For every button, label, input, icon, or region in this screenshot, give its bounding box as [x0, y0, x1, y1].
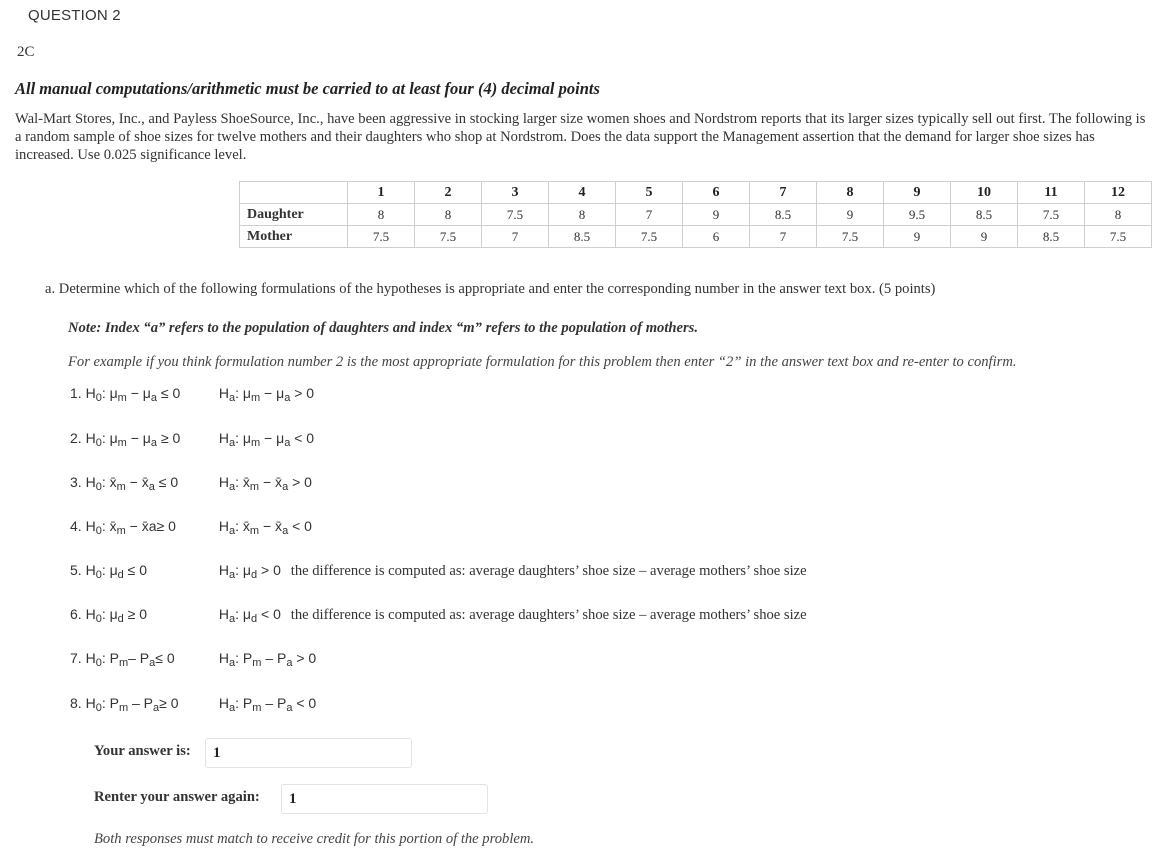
h0-mid: − μ — [126, 385, 151, 401]
h0-stat: μ — [109, 562, 118, 578]
ha-relation: < 0 — [292, 695, 317, 711]
table-cell: 8.5 — [549, 226, 616, 248]
example-note: For example if you think formulation number 2 is the most appropriate formulation for this problem then enter “2” in the answer text box and re-enter to confirm. — [68, 354, 1017, 370]
h0-mid: − x̄a — [125, 518, 157, 534]
h0-stat: P — [109, 650, 119, 666]
hypothesis-option-2: 2. $H_0$: $\mu_m - \mu_a \ge 0$ $H_a$: $\mu_m - \mu_a < 0$ — [70, 430, 315, 449]
option-number: 3. — [70, 474, 82, 490]
column-header: 1 — [348, 182, 415, 204]
table-cell: 6 — [683, 226, 750, 248]
column-header: 12 — [1085, 182, 1152, 204]
h0-relation: ≥ 0 — [159, 695, 179, 711]
column-header: 10 — [951, 182, 1018, 204]
h0-relation: ≤ 0 — [155, 650, 175, 666]
ha-sub: d — [251, 569, 258, 581]
option-number: 5. — [70, 562, 82, 578]
h0-mid: – P — [128, 695, 154, 711]
hypothesis-option-8: 8. $H_0$: $P_m - P_a\ge 0$ $H_a$: $P_m - P_a < 0$ — [70, 695, 317, 714]
ha-sub: m — [252, 657, 262, 669]
h0-sub: a — [150, 392, 157, 404]
table-cell: 7.5 — [1018, 204, 1085, 226]
h0-stat: x̄ — [109, 474, 117, 490]
ha-sub: m — [249, 525, 260, 537]
h0-relation: ≥ 0 — [157, 430, 181, 446]
column-header: 8 — [817, 182, 884, 204]
ha-relation: > 0 — [292, 650, 317, 666]
ha-mid: – P — [261, 695, 287, 711]
ha-sub: a — [284, 392, 291, 404]
option-number: 7. — [70, 650, 82, 666]
h0-sub: d — [117, 613, 124, 625]
ha-mid: – P — [261, 650, 287, 666]
table-cell: 9 — [683, 204, 750, 226]
h0-sub: m — [117, 392, 127, 404]
hypothesis-option-6: 6. $H_0$: $\mu_d \ge 0$ $H_a$: $\mu_d < 0$ the difference is computed as: average daughters’ shoe size – average mothers’ shoe size — [70, 606, 807, 625]
hypothesis-option-3: 3. $H_0$: $x̄_m$ − $x̄_a \le 0$ $H_a$: $x̄_m$ − $x̄_a > 0$ — [70, 474, 312, 493]
table-header-row — [240, 182, 1152, 204]
option-number: 8. — [70, 695, 82, 711]
table-cell: 9.5 — [884, 204, 951, 226]
ha-relation: > 0 — [290, 385, 315, 401]
table-cell: 7.5 — [1085, 226, 1152, 248]
ha-sub: a — [282, 525, 289, 537]
ha-sub: m — [251, 392, 261, 404]
ha-stat: μ — [242, 606, 251, 622]
table-cell: 7 — [750, 226, 817, 248]
column-header: 9 — [884, 182, 951, 204]
hypothesis-option-4: 4. $H_0$: $x̄_m$ − x̄a≥ 0 $H_a$: $x̄_m$ − $x̄_a < 0$ — [70, 518, 312, 537]
h0-relation: ≤ 0 — [123, 562, 148, 578]
table-cell: 7.5 — [415, 226, 482, 248]
column-header: 2 — [415, 182, 482, 204]
table-cell: 8 — [348, 204, 415, 226]
ha-sub: d — [251, 613, 258, 625]
table-cell: 7 — [616, 204, 683, 226]
h0-sub: a — [148, 481, 155, 493]
column-header: 6 — [683, 182, 750, 204]
hypothesis-option-1: 1. $H_0$: $\mu_m - \mu_a \le 0$ $H_a$: $\mu_m - \mu_a > 0$ — [70, 385, 315, 404]
part-a-prompt: a. Determine which of the following formulations of the hypotheses is appropriate and enter the corresponding number in the answer text box. (5 points) — [45, 281, 936, 297]
table-cell: 8.5 — [1018, 226, 1085, 248]
h0-sub: m — [118, 657, 129, 669]
match-requirement-note: Both responses must match to receive credit for this portion of the problem. — [94, 831, 535, 847]
index-note: Note: Index “a” refers to the population of daughters and index “m” refers to the population of mothers. — [68, 320, 699, 336]
option-number: 4. — [70, 518, 82, 534]
column-header: 5 — [616, 182, 683, 204]
ha-stat: μ — [242, 562, 251, 578]
ha-sub: m — [249, 481, 260, 493]
ha-sub: m — [251, 437, 261, 449]
column-header: 7 — [750, 182, 817, 204]
table-cell: 8 — [415, 204, 482, 226]
h0-relation: ≥ 0 — [123, 606, 148, 622]
h0-sub: m — [116, 481, 126, 493]
table-corner-cell — [240, 182, 348, 204]
answer-input[interactable]: 1 — [205, 738, 412, 768]
h0-sub: m — [118, 702, 129, 714]
ha-stat: μ — [242, 430, 251, 446]
ha-relation: < 0 — [257, 606, 281, 622]
ha-sub: m — [252, 702, 262, 714]
ha-mid: − x̄ — [259, 518, 283, 534]
ha-stat: P — [242, 695, 253, 711]
shoe-size-table — [239, 181, 1152, 248]
instruction-text: All manual computations/arithmetic must be carried to at least four (4) decimal points — [15, 79, 600, 98]
ha-sub: a — [286, 657, 293, 669]
difference-description: the difference is computed as: average daughters’ shoe size – average mothers’ shoe size — [290, 563, 807, 579]
ha-sub: a — [286, 702, 293, 714]
ha-mid: − x̄ — [259, 474, 283, 490]
reenter-label: Renter your answer again: — [94, 789, 260, 805]
table-cell: 7.5 — [616, 226, 683, 248]
table-cell: 9 — [884, 226, 951, 248]
ha-relation: < 0 — [290, 430, 315, 446]
option-number: 6. — [70, 606, 82, 622]
h0-stat: x̄ — [109, 518, 117, 534]
h0-relation: ≤ 0 — [157, 385, 181, 401]
table-cell: 7.5 — [348, 226, 415, 248]
column-header: 3 — [482, 182, 549, 204]
question-title: QUESTION 2 — [28, 7, 121, 24]
table-cell: 7.5 — [482, 204, 549, 226]
h0-sub: a — [150, 437, 157, 449]
difference-description: the difference is computed as: average daughters’ shoe size – average mothers’ shoe size — [290, 607, 807, 623]
row-label: Daughter — [240, 204, 348, 226]
ha-sub: a — [282, 481, 289, 493]
table-row — [240, 226, 1152, 248]
answer-label: Your answer is: — [94, 743, 191, 759]
table-cell: 8 — [1085, 204, 1152, 226]
table-cell: 8 — [549, 204, 616, 226]
ha-stat: P — [242, 650, 253, 666]
hypothesis-option-7: 7. $H_0$: $P_m-$ $P_a\le 0$ $H_a$: $P_m - P_a > 0$ — [70, 650, 317, 669]
h0-sub: a — [153, 702, 160, 714]
h0-sub: d — [117, 569, 124, 581]
table-cell: 7 — [482, 226, 549, 248]
table-cell: 7.5 — [817, 226, 884, 248]
ha-relation: > 0 — [257, 562, 281, 578]
h0-stat: μ — [109, 606, 118, 622]
table-cell: 8.5 — [951, 204, 1018, 226]
h0-stat: μ — [109, 430, 118, 446]
h0-relation: ≥ 0 — [156, 518, 176, 534]
ha-relation: > 0 — [288, 474, 312, 490]
question-code: 2C — [17, 44, 35, 60]
ha-stat: x̄ — [242, 474, 250, 490]
table-cell: 9 — [951, 226, 1018, 248]
hypothesis-option-5: 5. $H_0$: $\mu_d \le 0$ $H_a$: $\mu_d > 0$ the difference is computed as: average daughters’ shoe size – average mothers’ shoe size — [70, 562, 807, 581]
reenter-answer-input[interactable]: 1 — [281, 784, 488, 814]
ha-mid: − μ — [260, 385, 285, 401]
ha-mid: − μ — [260, 430, 285, 446]
row-label: Mother — [240, 226, 348, 248]
h0-mid: − μ — [126, 430, 151, 446]
h0-sub: a — [149, 657, 156, 669]
ha-relation: < 0 — [288, 518, 312, 534]
problem-text: Wal-Mart Stores, Inc., and Payless ShoeSource, Inc., have been aggressive in stocking larger size women shoes and Nordstrom reports that its larger sizes typically sell out first. The following is a random sample of shoe sizes for twelve mothers and their daughters who shop at Nordstrom. Does the data support the Management assertion that the demand for larger shoe sizes has increased. Use 0.025 significance level. — [15, 111, 1146, 163]
h0-sub: m — [117, 437, 127, 449]
ha-stat: μ — [242, 385, 251, 401]
h0-stat: P — [109, 695, 119, 711]
h0-mid: – P — [128, 650, 150, 666]
table-cell: 9 — [817, 204, 884, 226]
h0-mid: − x̄ — [125, 474, 149, 490]
h0-relation: ≤ 0 — [154, 474, 179, 490]
option-number: 1. — [70, 385, 82, 401]
column-header: 4 — [549, 182, 616, 204]
option-number: 2. — [70, 430, 82, 446]
h0-stat: μ — [109, 385, 118, 401]
ha-stat: x̄ — [242, 518, 250, 534]
column-header: 11 — [1018, 182, 1085, 204]
h0-sub: m — [116, 525, 126, 537]
ha-sub: a — [284, 437, 291, 449]
table-row — [240, 204, 1152, 226]
table-cell: 8.5 — [750, 204, 817, 226]
